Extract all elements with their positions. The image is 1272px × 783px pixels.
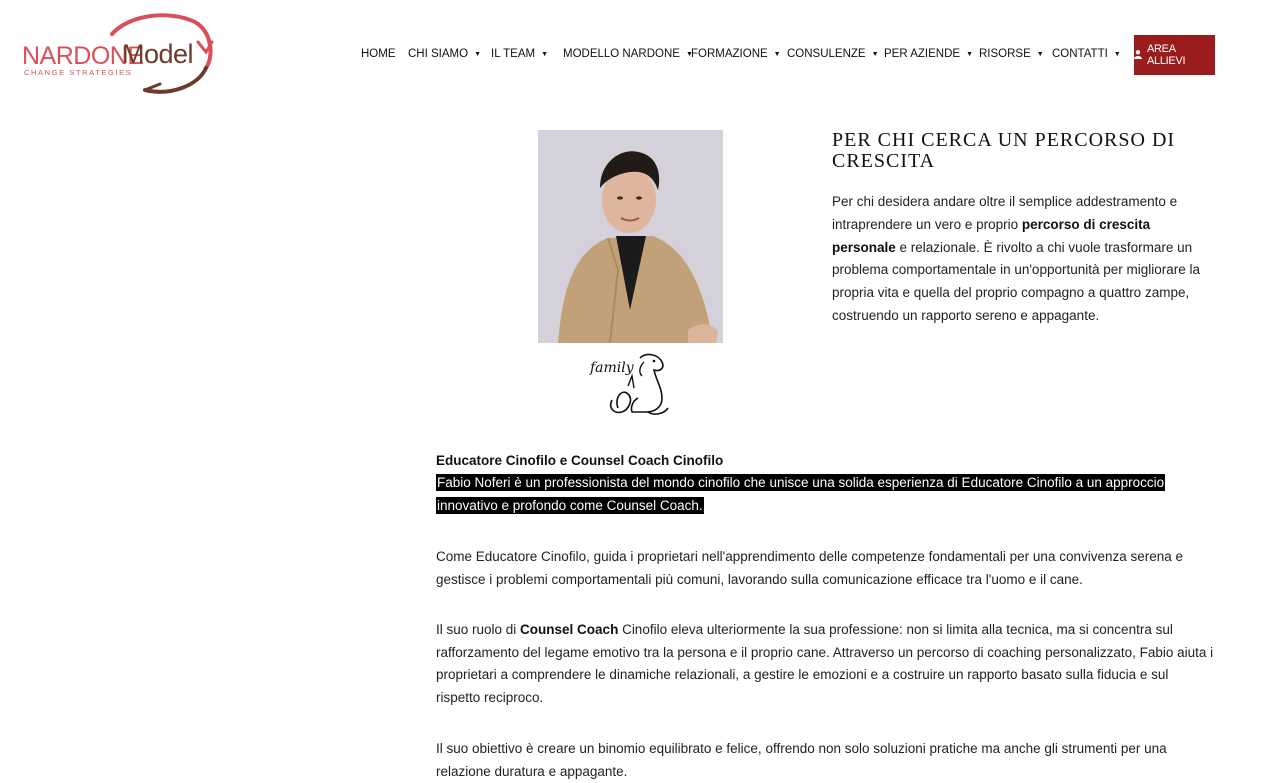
logo-tagline: CHANGE STRATEGIES bbox=[24, 68, 133, 77]
user-icon bbox=[1134, 50, 1142, 61]
nav-item-contatti[interactable]: CONTATTI ▼ bbox=[1052, 48, 1121, 60]
bio-paragraph-3: Il suo obiettivo è creare un binomio equilibrato e felice, offrendo non solo soluzioni pratiche ma anche gli strumenti per una relazione duratura e appagante. bbox=[436, 741, 1167, 779]
profile-subtitle: Educatore Cinofilo e Counsel Coach Cinofilo bbox=[436, 453, 724, 468]
profile-photo bbox=[538, 130, 723, 343]
nav-item-home[interactable]: HOME bbox=[361, 48, 396, 60]
bio-paragraph-2: Il suo ruolo di Counsel Coach Cinofilo eleva ulteriormente la sua professione: non si limita alla tecnica, ma si concentra sul rafforzamento del legame emotivo tra la persona e il proprio cane. Attraverso un percorso di coaching personalizzato, Fabio aiuta i proprietari a comprendere le dinamiche relazionali, a gestire le emozioni e a costruire un rapporto basato sulla fiducia e sul rispetto reciproco. bbox=[436, 622, 1214, 705]
bio-paragraph-1: Come Educatore Cinofilo, guida i proprietari nell'apprendimento delle competenze fondamentali per una convivenza serena e gestisce i problemi comportamentali più comuni, lavorando sulla comunicazione efficace tra l'uomo e il cane. bbox=[436, 549, 1184, 587]
area-allievi-label: AREA ALLIEVI bbox=[1147, 43, 1186, 67]
site-header bbox=[0, 0, 1272, 110]
nav-item-risorse[interactable]: RISORSE ▼ bbox=[979, 48, 1044, 60]
family-dog-logo bbox=[588, 348, 672, 418]
highlighted-bio: Fabio Noferi è un professionista del mondo cinofilo che unisce una solida esperienza di Educatore Cinofilo a un approccio innovativo e profondo come Counsel Coach. bbox=[437, 475, 1165, 513]
logo-brand-nardone: NARDONE bbox=[22, 42, 144, 70]
nav-item-modello-nardone[interactable]: MODELLO NARDONE ▼ bbox=[563, 48, 693, 60]
nav-item-per-aziende[interactable]: PER AZIENDE ▼ bbox=[884, 48, 973, 60]
section-title: PER CHI CERCA UN PERCORSO DI CRESCITA bbox=[832, 129, 1176, 172]
nav-item-il-team[interactable]: IL TEAM ▼ bbox=[491, 48, 549, 60]
chevron-down-icon: ▼ bbox=[541, 51, 549, 58]
chevron-down-icon: ▼ bbox=[966, 51, 973, 58]
logo-brand-model: Model bbox=[122, 39, 194, 69]
chevron-down-icon: ▼ bbox=[1113, 51, 1121, 58]
chevron-down-icon: ▼ bbox=[1036, 51, 1044, 58]
intro-paragraph: Per chi desidera andare oltre il semplice addestramento e intraprendere un vero e proprio percorso di crescita personale e relazionale. È rivolto a chi vuole trasformare un problema comportamentale in un'opportunità per migliorare la propria vita e quella del proprio compagno a quattro zampe, costruendo un rapporto sereno e appagante. bbox=[832, 194, 1201, 323]
nav-item-formazione[interactable]: FORMAZIONE ▼ bbox=[691, 48, 781, 60]
chevron-down-icon: ▼ bbox=[871, 51, 879, 58]
nav-item-consulenze[interactable]: CONSULENZE ▼ bbox=[787, 48, 879, 60]
chevron-down-icon: ▼ bbox=[474, 51, 481, 58]
area-allievi-button[interactable] bbox=[1134, 35, 1215, 75]
site-logo[interactable] bbox=[20, 12, 215, 98]
nav-item-chi-siamo[interactable]: CHI SIAMO ▼ bbox=[408, 48, 481, 60]
svg-text:family: family bbox=[590, 360, 634, 376]
chevron-down-icon: ▼ bbox=[685, 51, 693, 58]
chevron-down-icon: ▼ bbox=[773, 51, 781, 58]
